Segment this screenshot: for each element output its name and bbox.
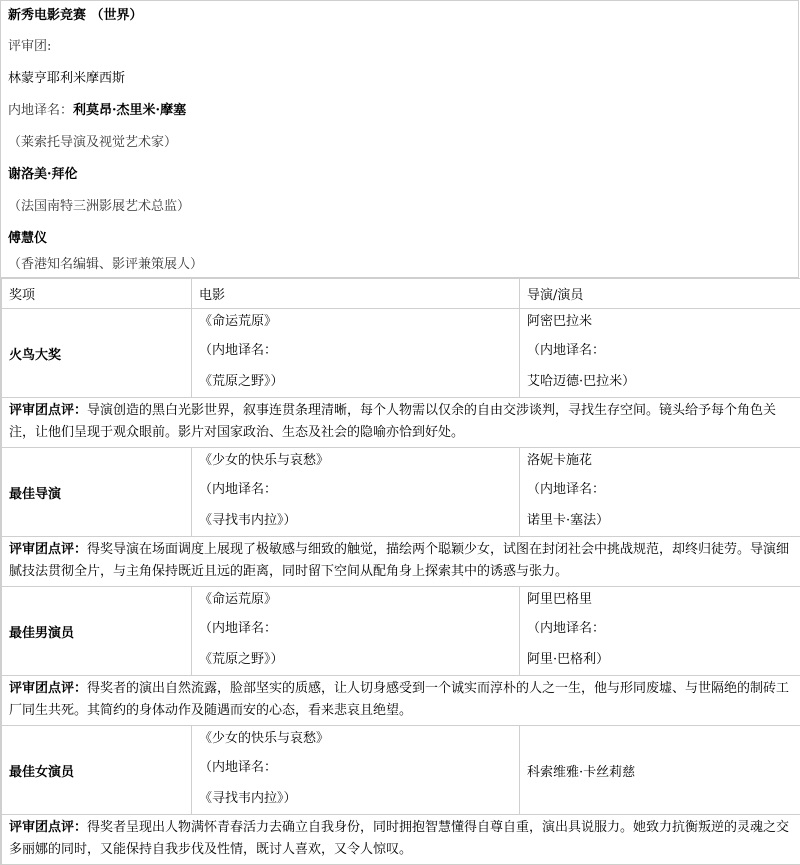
film-alt-title: 《寻找韦内拉》） (199, 505, 512, 536)
jury-header (1, 1, 799, 278)
person-name: 科索维雅·卡丝莉慈 (527, 761, 793, 780)
person-alt-label: （内地译名： (527, 613, 793, 644)
jury-comment: 评审团点评：导演创造的黑白光影世界，叙事连贯条理清晰，每个人物需以仅余的自由交涉谈判，寻找生存空间。镜头给予每个角色关注，让他们呈现于观众眼前。影片对国家政治、生态及社会的隐喻亦恰到好处。 (2, 398, 800, 448)
comment-prefix: 评审团点评： (9, 403, 87, 418)
jury-comment: 评审团点评：得奖者的演出自然流露，脸部坚实的质感，让人切身感受到一个诚实而淳朴的人之一生，他与形同废墟、与世隔绝的制砖工厂同生共死。其简约的身体动作及随遇而安的心态，看来悲哀且绝望。 (2, 676, 800, 726)
table-row (2, 309, 800, 398)
award-name: 最佳女演员 (2, 726, 192, 815)
jury-comment: 评审团点评：得奖导演在场面调度上展现了极敏感与细致的触觉，描绘两个聪颖少女，试图在封闭社会中挑战规范，却终归徒劳。导演细腻技法贯彻全片，与主角保持既近且远的距离，同时留下空间从配角身上探索其中的诱惑与张力。 (2, 537, 800, 587)
film-cell (192, 448, 520, 537)
page-title: 新秀电影竞赛 （世界） (8, 1, 791, 31)
comment-prefix: 评审团点评： (9, 542, 87, 557)
person-alt-label: （内地译名： (527, 335, 793, 366)
person-cell (520, 448, 800, 537)
film-title: 《命运荒原》 (199, 309, 512, 335)
film-cell (192, 587, 520, 676)
person-alt-name: 诺里卡·塞法） (527, 505, 793, 536)
alt-name: 利莫昂·杰里米·摩塞 (73, 103, 186, 118)
jury-member-1-alt (8, 95, 791, 127)
comment-row (2, 676, 800, 726)
comment-row (2, 815, 800, 865)
film-cell (192, 309, 520, 398)
person-cell (520, 587, 800, 676)
film-alt-label: （内地译名： (199, 752, 512, 783)
film-alt-title: 《荒原之野》） (199, 644, 512, 675)
comment-row (2, 398, 800, 448)
comment-prefix: 评审团点评： (9, 820, 87, 835)
alt-name-label: 内地译名： (8, 103, 73, 118)
person-name: 阿里巴格里 (527, 587, 793, 613)
awards-table (1, 278, 800, 865)
award-name: 最佳男演员 (2, 587, 192, 676)
award-name: 火鸟大奖 (2, 309, 192, 398)
jury-member-2-role: （法国南特三洲影展艺术总监） (8, 191, 791, 223)
table-row (2, 448, 800, 537)
jury-member-3-role: （香港知名编辑、影评兼策展人） (8, 255, 791, 277)
jury-member-3: 傅慧仪 (8, 223, 791, 255)
jury-member-2: 谢洛美·拜伦 (8, 159, 791, 191)
column-header-award: 奖项 (2, 279, 192, 309)
film-alt-label: （内地译名： (199, 335, 512, 366)
film-title: 《少女的快乐与哀愁》 (199, 448, 512, 474)
comment-prefix: 评审团点评： (9, 681, 87, 696)
jury-label: 评审团: (8, 31, 791, 63)
person-alt-name: 艾哈迈德·巴拉米） (527, 366, 793, 397)
jury-comment: 评审团点评：得奖者呈现出人物满怀青春活力去确立自我身份，同时拥抱智慧懂得自尊自重，演出具说服力。她致力抗衡叛逆的灵魂之交多丽娜的同时，又能保持自我步伐及性情，既讨人喜欢，又令人惊叹。 (2, 815, 800, 865)
column-header-film: 电影 (192, 279, 520, 309)
person-name: 洛妮卡施花 (527, 448, 793, 474)
person-name: 阿密巴拉米 (527, 309, 793, 335)
film-alt-title: 《荒原之野》） (199, 366, 512, 397)
film-alt-label: （内地译名： (199, 613, 512, 644)
film-alt-title: 《寻找韦内拉》） (199, 783, 512, 814)
person-alt-name: 阿里·巴格利） (527, 644, 793, 675)
table-header-row (2, 279, 800, 309)
award-name: 最佳导演 (2, 448, 192, 537)
film-alt-label: （内地译名： (199, 474, 512, 505)
person-cell (520, 309, 800, 398)
film-title: 《少女的快乐与哀愁》 (199, 726, 512, 752)
jury-member-1: 林蒙亨耶利米摩西斯 (8, 63, 791, 95)
film-title: 《命运荒原》 (199, 587, 512, 613)
person-alt-label: （内地译名： (527, 474, 793, 505)
person-cell (520, 726, 800, 815)
table-row (2, 726, 800, 815)
table-row (2, 587, 800, 676)
comment-row (2, 537, 800, 587)
film-cell (192, 726, 520, 815)
jury-member-1-role: （莱索托导演及视觉艺术家） (8, 127, 791, 159)
column-header-person: 导演/演员 (520, 279, 800, 309)
